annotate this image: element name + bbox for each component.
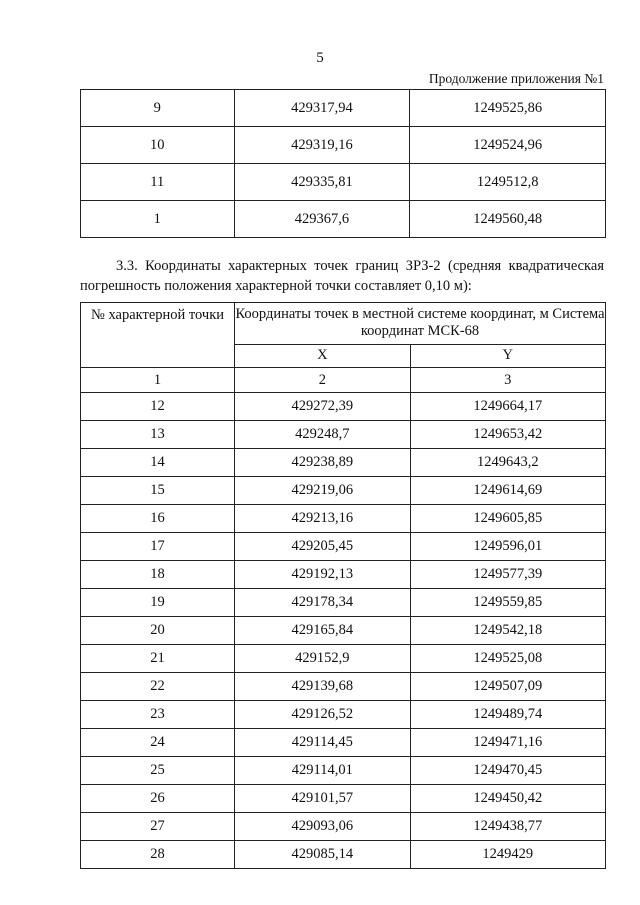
coord-y: 1249577,39 — [410, 561, 605, 589]
coord-x: 429317,94 — [234, 90, 410, 127]
coord-x: 429085,14 — [235, 841, 411, 869]
point-number: 28 — [81, 841, 235, 869]
table-row — [81, 421, 606, 449]
table-row — [81, 813, 606, 841]
point-number: 26 — [81, 785, 235, 813]
coord-x: 429126,52 — [235, 701, 411, 729]
table-row — [81, 673, 606, 701]
coord-y: 1249559,85 — [410, 589, 605, 617]
table-row — [81, 533, 606, 561]
page-number: 5 — [316, 50, 324, 66]
point-number: 17 — [81, 533, 235, 561]
coord-x: 429213,16 — [235, 505, 411, 533]
coord-y: 1249605,85 — [410, 505, 605, 533]
point-number: 15 — [81, 477, 235, 505]
coord-y: 1249614,69 — [410, 477, 605, 505]
coord-y: 1249489,74 — [410, 701, 605, 729]
point-number: 13 — [81, 421, 235, 449]
coord-y: 1249525,86 — [410, 90, 606, 127]
coord-x: 429205,45 — [235, 533, 411, 561]
coord-x: 429238,89 — [235, 449, 411, 477]
header-point-number: № характерной точки — [81, 303, 235, 368]
coord-y: 1249643,2 — [410, 449, 605, 477]
header-y: Y — [410, 344, 605, 367]
point-number: 1 — [81, 201, 235, 238]
coord-x: 429093,06 — [235, 813, 411, 841]
table-row — [81, 90, 606, 127]
table-row — [81, 729, 606, 757]
column-index: 2 — [235, 368, 411, 393]
table-row — [81, 505, 606, 533]
coord-y: 1249512,8 — [410, 164, 606, 201]
table-row — [81, 785, 606, 813]
header-coordinates: Координаты точек в местной системе координат, м Система координат МСК-68 — [235, 303, 606, 345]
coordinates-table-continued — [80, 89, 606, 238]
table-row — [81, 477, 606, 505]
coord-x: 429178,34 — [235, 589, 411, 617]
continuation-label: Продолжение приложения №1 — [428, 71, 604, 86]
point-number: 22 — [81, 673, 235, 701]
table-row — [81, 201, 606, 238]
table-row — [81, 757, 606, 785]
table-row — [81, 701, 606, 729]
coord-x: 429319,16 — [234, 127, 410, 164]
coord-x: 429335,81 — [234, 164, 410, 201]
coord-y: 1249438,77 — [410, 813, 605, 841]
coord-x: 429219,06 — [235, 477, 411, 505]
coord-y: 1249653,42 — [410, 421, 605, 449]
point-number: 20 — [81, 617, 235, 645]
coord-x: 429114,01 — [235, 757, 411, 785]
point-number: 18 — [81, 561, 235, 589]
coord-x: 429248,7 — [235, 421, 411, 449]
point-number: 19 — [81, 589, 235, 617]
column-index: 1 — [81, 368, 235, 393]
point-number: 12 — [81, 393, 235, 421]
point-number: 27 — [81, 813, 235, 841]
coord-y: 1249524,96 — [410, 127, 606, 164]
coord-y: 1249560,48 — [410, 201, 606, 238]
coordinates-table-zrz2 — [80, 302, 606, 869]
header-row — [81, 303, 606, 345]
section-paragraph: 3.3. Координаты характерных точек границ ЗРЗ-2 (средняя квадратическая погрешность положения характерной точки составляет 0,10 м): — [80, 258, 604, 294]
column-index: 3 — [410, 368, 605, 393]
point-number: 16 — [81, 505, 235, 533]
coord-y: 1249450,42 — [410, 785, 605, 813]
coord-y: 1249470,45 — [410, 757, 605, 785]
coord-y: 1249429 — [410, 841, 605, 869]
table-row — [81, 841, 606, 869]
table-row — [81, 164, 606, 201]
coord-x: 429367,6 — [234, 201, 410, 238]
coord-x: 429139,68 — [235, 673, 411, 701]
point-number: 21 — [81, 645, 235, 673]
coord-y: 1249471,16 — [410, 729, 605, 757]
coord-y: 1249664,17 — [410, 393, 605, 421]
table-row — [81, 561, 606, 589]
table-row — [81, 127, 606, 164]
coord-y: 1249525,08 — [410, 645, 605, 673]
table-row — [81, 449, 606, 477]
point-number: 11 — [81, 164, 235, 201]
coord-x: 429165,84 — [235, 617, 411, 645]
coord-y: 1249507,09 — [410, 673, 605, 701]
point-number: 24 — [81, 729, 235, 757]
coord-x: 429192,13 — [235, 561, 411, 589]
coord-y: 1249596,01 — [410, 533, 605, 561]
coord-x: 429114,45 — [235, 729, 411, 757]
header-x: X — [235, 344, 411, 367]
point-number: 9 — [81, 90, 235, 127]
point-number: 14 — [81, 449, 235, 477]
column-index-row — [81, 368, 606, 393]
point-number: 10 — [81, 127, 235, 164]
coord-y: 1249542,18 — [410, 617, 605, 645]
coord-x: 429101,57 — [235, 785, 411, 813]
point-number: 25 — [81, 757, 235, 785]
coord-x: 429152,9 — [235, 645, 411, 673]
table-row — [81, 393, 606, 421]
table-row — [81, 589, 606, 617]
coord-x: 429272,39 — [235, 393, 411, 421]
point-number: 23 — [81, 701, 235, 729]
table-row — [81, 617, 606, 645]
table-row — [81, 645, 606, 673]
